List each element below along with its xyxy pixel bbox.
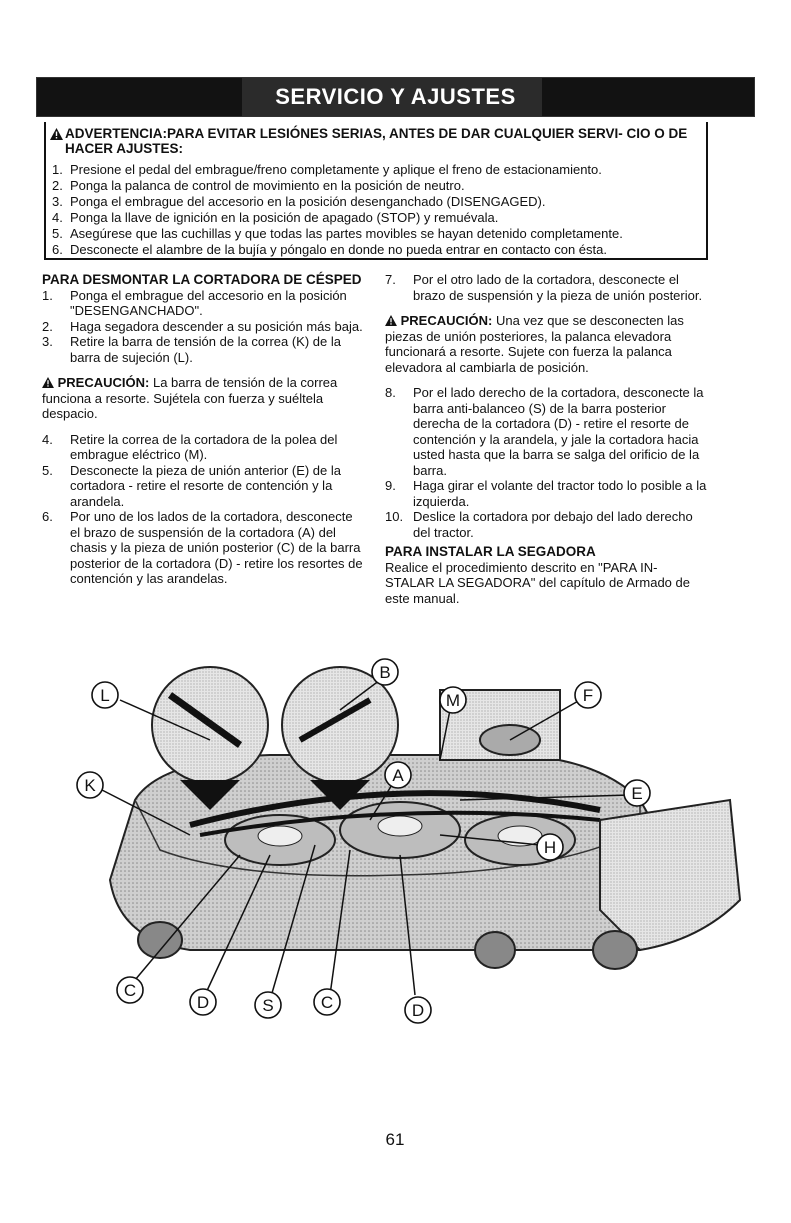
callout-L: [92, 682, 118, 708]
callout-F: [575, 682, 601, 708]
warning-box: [44, 122, 708, 260]
warning-title-text: ADVERTENCIA:PARA EVITAR LESIÓNES SERIAS, ANTES DE DAR CUALQUIER SERVI- CIO O DE HACER AJUSTES:: [65, 126, 688, 156]
svg-text:C: C: [123, 981, 137, 1000]
svg-text:E: E: [631, 784, 643, 803]
caution-text: La barra de tensión de la correa funciona a resorte. Sujétela con fuerza y suéltela despacio.: [42, 375, 338, 421]
step-item: 8. Por el lado derecho de la cortadora, desconecte la barra anti-balanceo (S) de la barra posterior derecha de la cortadora (D) - retire el resorte de contención y la arandela, y jale la cortadora hacia usted hasta que la barra se salga del orificio de la barra.: [385, 385, 704, 478]
warning-item: 3. Ponga el embrague del accesorio en la posición desenganchado (DISENGAGED).: [52, 194, 546, 209]
callout-D-left: [190, 989, 216, 1015]
step-item: 7. Por el otro lado de la cortadora, desconecte el brazo de suspensión y la pieza de unión posterior.: [385, 272, 703, 303]
warning-item: 6. Desconecte el alambre de la bujía y póngalo en donde no pueda entrar en contacto con ésta.: [52, 242, 607, 257]
callout-S: [255, 992, 281, 1018]
warning-item: 1. Presione el pedal del embrague/freno completamente y aplique el freno de estacionamiento.: [52, 162, 602, 177]
install-mower-heading: PARA INSTALAR LA SEGADORA: [385, 544, 596, 559]
step-item: 9. Haga girar el volante del tractor todo lo posible a la izquierda.: [385, 478, 707, 509]
svg-text:H: H: [543, 838, 557, 857]
banner-title: SERVICIO Y AJUSTES: [275, 84, 516, 109]
left-column: [42, 272, 364, 587]
caution-note: [42, 375, 364, 422]
caution-triangle-icon: [385, 315, 397, 326]
svg-text:B: B: [379, 663, 391, 682]
remove-mower-heading: PARA DESMONTAR LA CORTADORA DE CÉSPED: [42, 272, 362, 287]
warning-item: 4. Ponga la llave de ignición en la posición de apagado (STOP) y remuévala.: [52, 210, 499, 225]
mower-deck-illustration: [40, 650, 750, 1070]
svg-text:M: M: [445, 691, 461, 710]
step-item: 6. Por uno de los lados de la cortadora, desconecte el brazo de suspensión de la cortadora (A) del chasis y la pieza de unión posterior (C) de la barra posterior de la cortadora (D) - retire los resortes de contención y las arandelas.: [42, 509, 363, 586]
warning-item: 5. Asegúrese que las cuchillas y que todas las partes movibles se hayan detenido completamente.: [52, 226, 623, 241]
caution-text: Una vez que se desconecten las piezas de unión posteriores, la palanca elevadora funcionará a resorte. Sujete con fuerza la palanca elevadora al cambiarla de posición.: [385, 313, 684, 375]
warning-list: [52, 162, 702, 258]
caution-label: PRECAUCIÓN:: [57, 375, 150, 390]
right-column: [385, 272, 707, 606]
callout-B: [372, 659, 398, 685]
warning-item: 2. Ponga la palanca de control de movimiento en la posición de neutro.: [52, 178, 465, 193]
svg-text:K: K: [84, 776, 96, 795]
svg-text:D: D: [411, 1001, 425, 1020]
svg-text:F: F: [582, 686, 594, 705]
warning-title: [65, 126, 705, 156]
callout-K: [77, 772, 103, 798]
step-item: 4. Retire la correa de la cortadora de la polea del embrague eléctrico (M).: [42, 431, 338, 462]
callout-D-right: [405, 997, 431, 1023]
callout-C-left: [117, 977, 143, 1003]
step-item: 3. Retire la barra de tensión de la correa (K) de la barra de sujeción (L).: [42, 334, 341, 365]
section-banner: [37, 78, 754, 116]
svg-text:A: A: [392, 766, 404, 785]
page-number: 61: [385, 1130, 405, 1149]
callout-E: [624, 780, 650, 806]
caution-triangle-icon: [42, 377, 54, 388]
warning-triangle-icon: [50, 128, 63, 140]
step-item: 10. Deslice la cortadora por debajo del lado derecho del tractor.: [385, 509, 693, 540]
caution-label: PRECAUCIÓN:: [400, 313, 493, 328]
install-text: Realice el procedimiento descrito en "PARA IN- STALAR LA SEGADORA" del capítulo de Armado de este manual.: [385, 559, 690, 606]
step-item: 2. Haga segadora descender a su posición más baja.: [42, 318, 363, 334]
step-item: 1. Ponga el embrague del accesorio en la posición "DESENGANCHADO".: [42, 287, 347, 318]
caution-note: [385, 313, 707, 375]
step-item: 5. Desconecte la pieza de unión anterior (E) de la cortadora - retire el resorte de contención y la arandela.: [42, 462, 341, 509]
svg-text:S: S: [262, 996, 274, 1015]
callout-A: [385, 762, 411, 788]
callout-H: [537, 834, 563, 860]
svg-text:L: L: [100, 686, 110, 705]
svg-text:D: D: [196, 993, 210, 1012]
callout-M: [440, 687, 466, 713]
callout-C-right: [314, 989, 340, 1015]
svg-text:C: C: [320, 993, 334, 1012]
